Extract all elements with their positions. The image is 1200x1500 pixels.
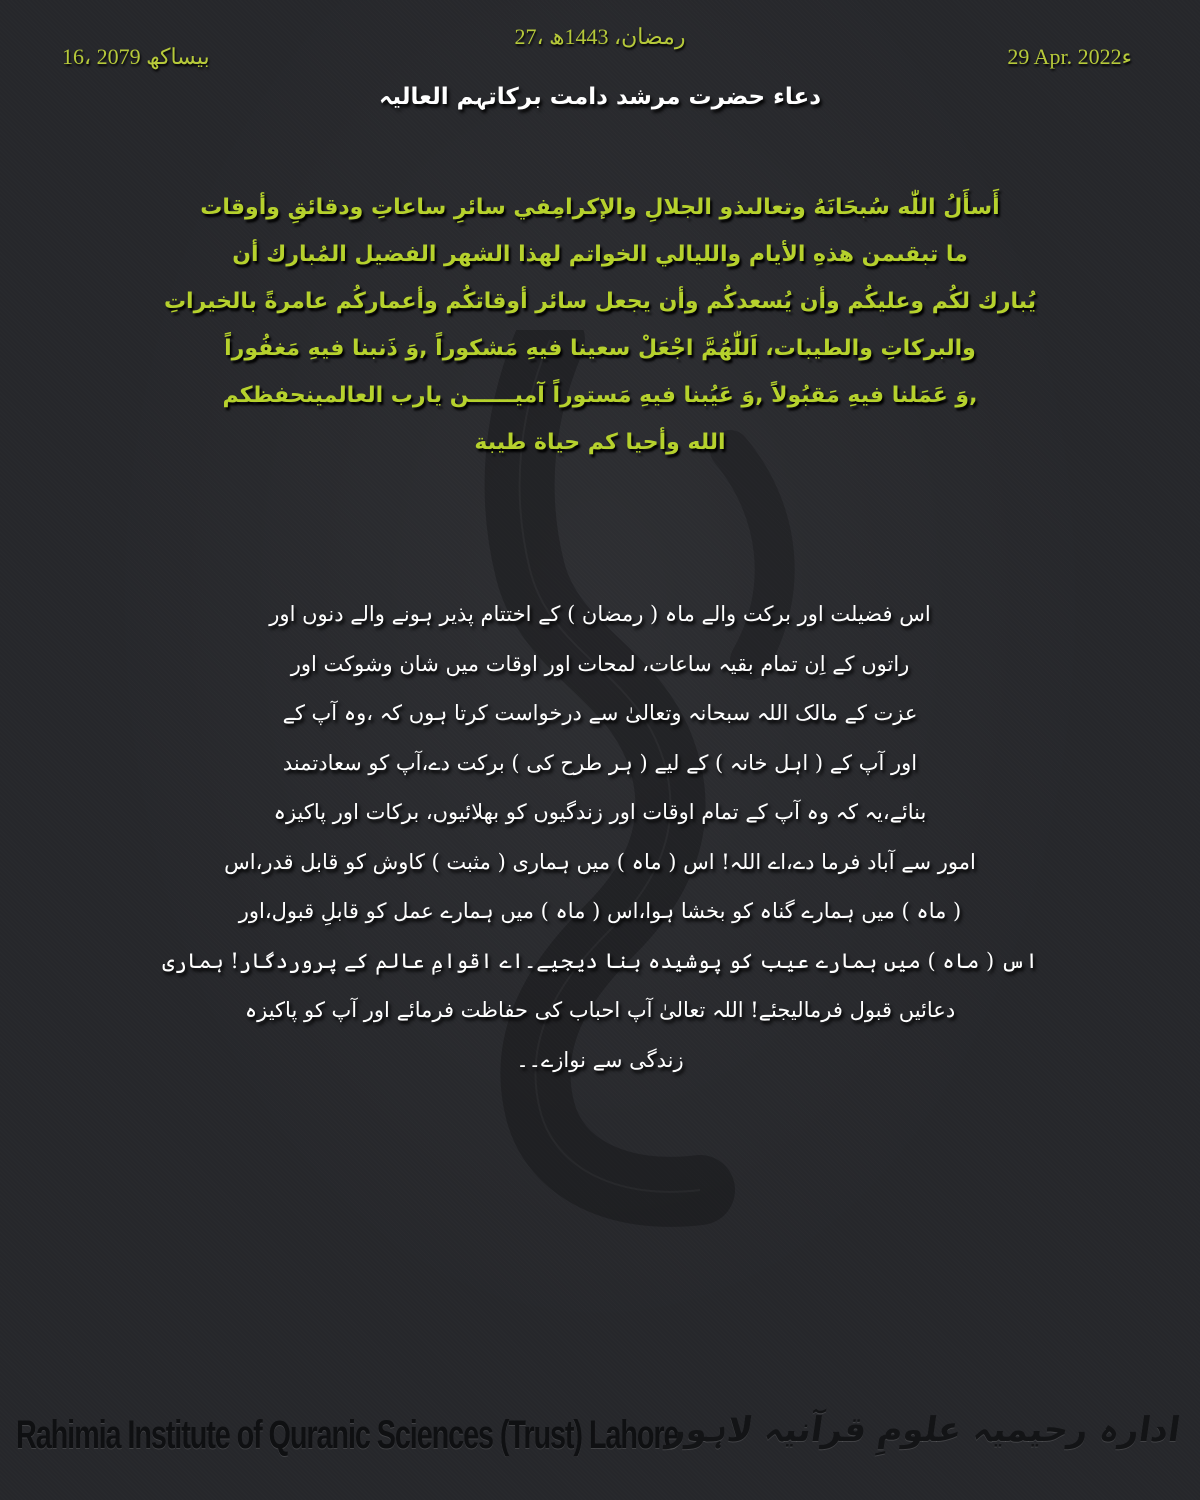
urdu-translation-line: زندگی سے نوازے۔۔	[516, 1047, 684, 1072]
page-title: دعاء حضرت مرشد دامت برکاتہم العالیہ	[378, 84, 822, 110]
urdu-translation-block	[150, 590, 1050, 1085]
arabic-dua-line: أَسأَلُ اللّٰه سُبحَانَهُ وتعالىذو الجلالِ والإكرامِفي سائرِ ساعاتِ ودقائقِ وأوقات	[200, 195, 1000, 220]
arabic-dua-line: الله وأحيا كم حياة طيبة	[474, 430, 726, 455]
date-hijri: 27، رمضان، 1443ھ	[514, 24, 686, 49]
date-gregorian: 29 Apr. 2022ء	[1007, 44, 1132, 69]
institute-logo-calligraphy: ادارہ رحیمیہ علومِ قرآنیہ لاہور	[663, 1410, 1183, 1450]
institute-name-english: Rahimia Institute of Quranic Sciences (Trust) Lahore	[16, 1413, 679, 1457]
urdu-translation-line: ( ماہ ) میں ہمارے گناہ کو بخشا ہوا،اس ( ماہ ) میں ہمارے عمل کو قابلِ قبول،اور	[238, 899, 962, 923]
urdu-translation-line: عزت کے مالک اللہ سبحانہ وتعالیٰ سے درخواست کرتا ہوں کہ ،وہ آپ کے	[282, 701, 918, 725]
urdu-translation-line: راتوں کے اِن تمام بقیہ ساعات، لمحات اور اوقات میں شان وشوکت اور	[290, 651, 910, 676]
arabic-dua-line: والبركاتِ والطيبات، اَللّٰهُمَّ اجْعَلْ سعينا فيهِ مَشكوراً ,وَ ذَنبنا فيهِ مَغفُوراً	[224, 336, 976, 361]
arabic-dua-block	[140, 184, 1060, 466]
urdu-translation-line: اس فضیلت اور برکت والے ماہ ( رمضان ) کے اختتام پذیر ہونے والے دنوں اور	[269, 602, 931, 626]
arabic-dua-line: يُبارك لكُم وعليكُم وأن يُسعدكُم وأن يجعل سائر أوقاتكُم وأعماركُم عامرةً بالخيراتِ	[163, 289, 1037, 314]
arabic-dua-line: ,وَ عَمَلنا فيهِ مَقبُولاً ,وَ عَيُبنا فيهِ مَستوراً آميــــــن يارب العالمينحفظكم	[222, 383, 978, 408]
urdu-translation-line: اس ( ماہ ) میں ہمارے عیب کو پوشیدہ بنا دیجیے۔اے اقوامِ عالم کے پروردگار! ہماری	[162, 948, 1038, 973]
urdu-translation-line: امور سے آباد فرما دے،اے اللہ! اس ( ماہ ) میں ہماری ( مثبت ) کاوش کو قابل قدر،اس	[224, 849, 976, 874]
urdu-translation-line: دعائیں قبول فرمالیجئے! اللہ تعالیٰ آپ احباب کی حفاظت فرمائے اور آپ کو پاکیزہ	[244, 998, 956, 1022]
arabic-dua-line: ما تبقىمن هذهِ الأيام والليالي الخواتم لهذا الشهر الفضيل المُبارك أن	[232, 242, 968, 267]
date-bikrami: 16، بیساکھ 2079	[62, 44, 210, 69]
urdu-translation-line: بنائے،یہ کہ وہ آپ کے تمام اوقات اور زندگیوں کو بھلائیوں، برکات اور پاکیزہ	[273, 800, 927, 824]
footer	[0, 1405, 1200, 1475]
urdu-translation-line: اور آپ کے ( اہل خانہ ) کے لیے ( ہر طرح کی ) برکت دے،آپ کو سعادتمند	[282, 750, 918, 775]
